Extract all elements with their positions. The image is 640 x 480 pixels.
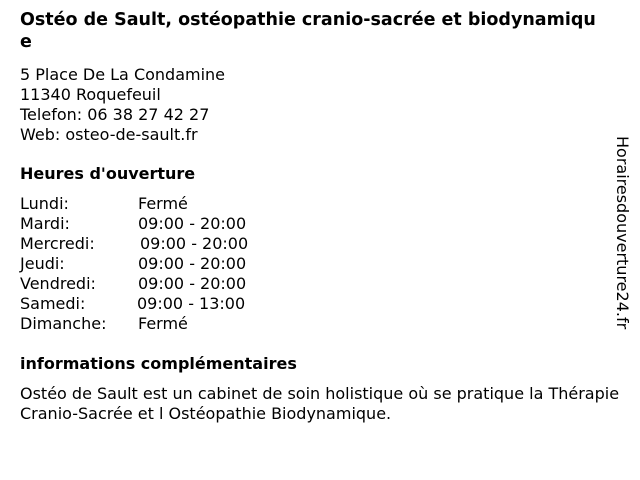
day-label: Samedi: — [20, 294, 86, 313]
day-label: Lundi: — [20, 194, 69, 213]
hours-heading: Heures d'ouverture — [20, 164, 196, 183]
phone-number[interactable]: 06 38 27 42 27 — [87, 105, 210, 124]
web-label: Web: — [20, 125, 61, 144]
day-hours: 09:00 - 13:00 — [137, 294, 246, 313]
day-label: Mercredi: — [20, 234, 95, 253]
day-hours: 09:00 - 20:00 — [140, 234, 249, 253]
day-hours: Fermé — [138, 194, 188, 213]
watermark-text[interactable]: Horairesdouverture24.fr — [613, 136, 632, 330]
day-hours: 09:00 - 20:00 — [138, 214, 247, 233]
day-label: Dimanche: — [20, 314, 107, 333]
phone-line — [20, 105, 225, 125]
address-street: 5 Place De La Condamine — [20, 65, 226, 84]
web-line — [20, 125, 225, 145]
info-description: Ostéo de Sault est un cabinet de soin holistique où se pratique la Thérapie Cranio-Sacrée et l Ostéopathie Biodynamique. — [20, 384, 620, 423]
address-city: 11340 Roquefeuil — [20, 85, 161, 104]
day-label: Vendredi: — [20, 274, 96, 293]
day-hours: Fermé — [138, 314, 188, 333]
address-block — [20, 65, 225, 145]
day-hours: 09:00 - 20:00 — [138, 274, 247, 293]
day-label: Jeudi: — [20, 254, 65, 273]
info-heading: informations complémentaires — [20, 354, 297, 373]
web-link[interactable]: osteo-de-sault.fr — [65, 125, 198, 144]
day-hours: 09:00 - 20:00 — [138, 254, 247, 273]
phone-label: Telefon: — [20, 105, 83, 124]
business-name: Ostéo de Sault, ostéopathie cranio-sacrée et biodynamique — [20, 10, 596, 52]
day-label: Mardi: — [20, 214, 70, 233]
